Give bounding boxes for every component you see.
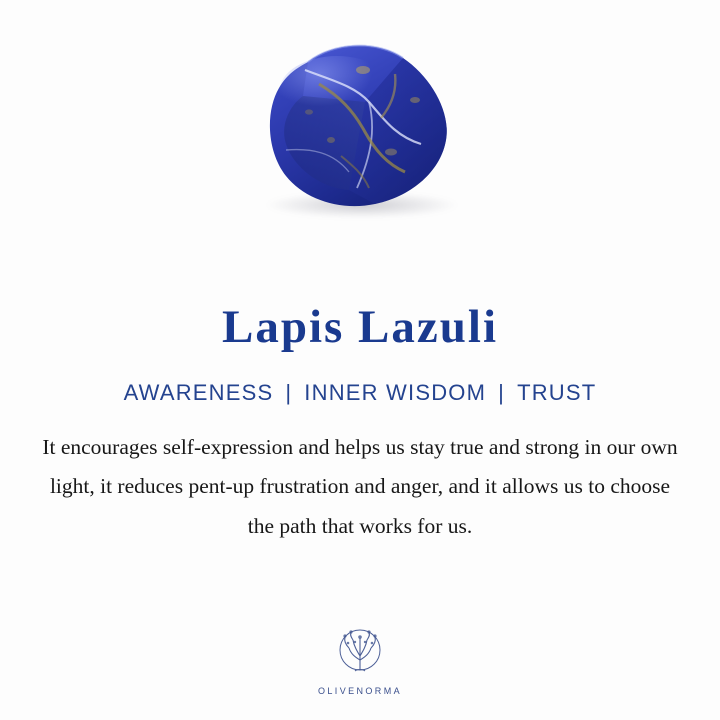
keyword-separator-1: |	[285, 379, 293, 405]
keyword-separator-2: |	[498, 379, 506, 405]
page-title: Lapis Lazuli	[221, 301, 499, 353]
brand-name: OLIVENORMA	[317, 686, 402, 696]
stone-pyrite-fleck-3	[327, 137, 335, 143]
keyword-inner-wisdom: INNER WISDOM	[304, 379, 487, 405]
stone-image-area	[0, 0, 720, 290]
stone-pyrite-fleck-5	[305, 109, 313, 114]
brand-footer	[0, 626, 720, 696]
stone-pyrite-fleck-1	[356, 66, 370, 74]
stone-pyrite-fleck-4	[385, 149, 397, 156]
stone-illustration	[245, 40, 475, 230]
keyword-trust: TRUST	[517, 379, 597, 405]
keyword-awareness: AWARENESS	[123, 379, 274, 405]
description-text: It encourages self-expression and helps us stay true and strong in our own light, it reduces pent-up frustration and anger, and it allows us to choose the path that works for us.	[42, 434, 678, 539]
stone-pyrite-fleck-2	[410, 97, 420, 103]
lapis-lazuli-stone-icon	[245, 40, 475, 215]
stone-gloss	[279, 56, 395, 128]
keyword-list	[112, 380, 609, 406]
tree-of-life-icon	[329, 626, 391, 684]
